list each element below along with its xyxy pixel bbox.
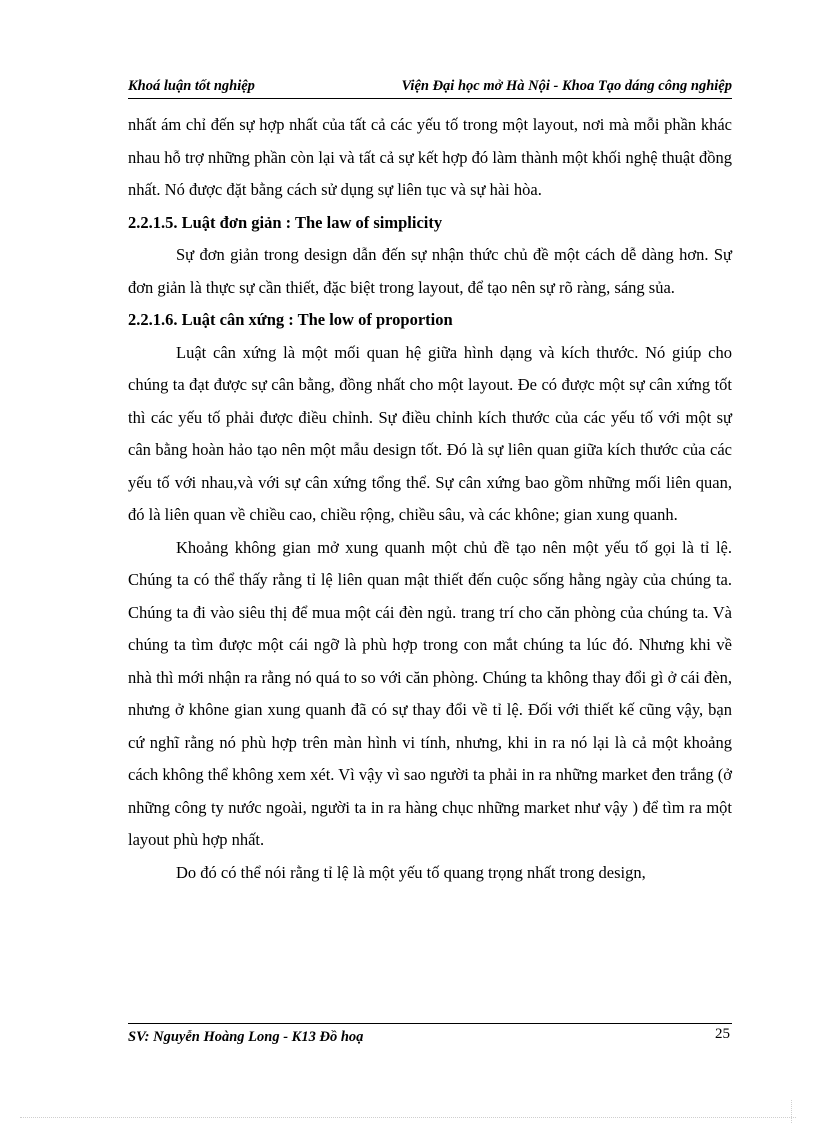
paragraph-scale: Khoảng không gian mở xung quanh một chủ đề tạo nên một yếu tố gọi là tỉ lệ. Chúng ta có thể thấy rằng tỉ lệ liên quan mật thiết đến cuộc sống hằng ngày của chúng ta. Chúng ta đi vào siêu thị để mua một cái đèn ngủ. trang trí cho căn phòng của chúng ta. Và chúng ta tìm được một cái ngỡ là phù hợp trong con mắt chúng ta lúc đó. Nhưng khi về nhà thì mới nhận ra rằng nó quá to so với căn phòng. Chúng ta không thay đổi gì ở cái đèn, nhưng ở khône gian xung quanh đã có sự thay đổi về tỉ lệ. Đối với thiết kế cũng vậy, bạn cứ nghĩ rằng nó phù hợp trên màn hình vi tính, nhưng, khi in ra nó lại là cả một khoảng cách không thể không xem xét. Vì vậy vì sao người ta phải in ra những market đen trắng (ở những công ty nước ngoài, người ta in ra hàng chục những market như vậy ) để tìm ra một layout phù hợp nhất. [128, 537, 732, 849]
heading-law-of-proportion: 2.2.1.6. Luật cân xứng : The low of proportion [128, 310, 453, 329]
paragraph-conclusion: Do đó có thể nói rằng tỉ lệ là một yếu tố quang trọng nhất trong design, [176, 862, 646, 882]
header-thesis-label: Khoá luận tốt nghiệp [128, 78, 255, 94]
paragraph-proportion: Luật cân xứng là một mối quan hệ giữa hình dạng và kích thước. Nó giúp cho chúng ta đạt được sự cân bằng, đồng nhất cho một layout. Đe có được một sự cân xứng tốt thì các yếu tố phải được điều chỉnh. Sự điều chỉnh kích thước của các yếu tố với một sự cân bằng hoàn hảo tạo nên một mẫu design tốt. Đó là sự liên quan giữa kích thước của các yếu tố với nhau,và với sự cân xứng tổng thể. Sự cân xứng bao gồm những mối liên quan, đó là liên quan về chiều cao, chiều rộng, chiều sâu, và các khône; gian xung quanh. [128, 342, 732, 524]
page-footer [128, 1023, 732, 1048]
paragraph-unity-continued: nhất ám chỉ đến sự hợp nhất của tất cả các yếu tố trong một layout, nơi mà mỗi phần khác nhau hỗ trợ những phần còn lại và tất cả sự kết hợp đó làm thành một khối nghệ thuật đồng nhất. Nó được đặt bằng cách sử dụng sự liên tục và sự hài hòa. [128, 115, 732, 199]
page-header [128, 78, 732, 99]
page-corner-dotted-line [791, 1100, 792, 1123]
header-institution: Viện Đại học mở Hà Nội - Khoa Tạo dáng công nghiệp [401, 78, 732, 94]
heading-law-of-simplicity: 2.2.1.5. Luật đơn giản : The law of simplicity [128, 212, 443, 232]
page-edge-dotted-line [20, 1117, 796, 1118]
paragraph-simplicity: Sự đơn giản trong design dẫn đến sự nhận thức chủ đề một cách dễ dàng hơn. Sự đơn giản là thực sự cần thiết, đặc biệt trong layout, để tạo nên sự rõ ràng, sáng sủa. [128, 245, 732, 297]
footer-student: SV: Nguyễn Hoàng Long - K13 Đồ hoạ [128, 1029, 364, 1045]
page-content [128, 109, 732, 889]
page-number: 25 [715, 1026, 730, 1042]
